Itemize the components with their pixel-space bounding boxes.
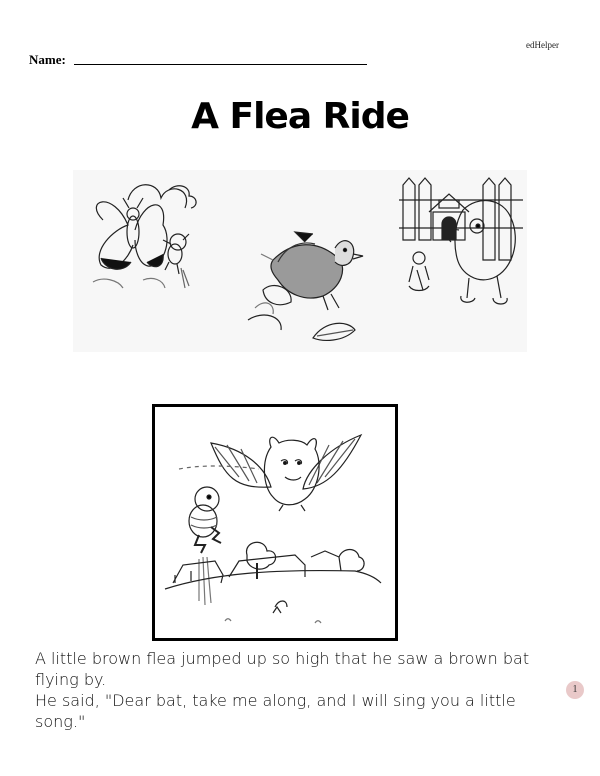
bird-illustration xyxy=(261,232,363,310)
butterfly-illustration xyxy=(96,185,196,270)
story-text xyxy=(35,648,555,732)
story-line-2: He said, "Dear bat, take me along, and I will sing you a little song." xyxy=(35,691,516,731)
bat-illustration xyxy=(211,435,361,511)
dog-illustration xyxy=(449,201,516,304)
name-label: Name: xyxy=(29,52,66,67)
story-line-1: A little brown flea jumped up so high that he saw a brown bat flying by. xyxy=(35,649,530,689)
brand-label: edHelper xyxy=(526,40,559,50)
village-illustration xyxy=(165,542,381,623)
name-field-row xyxy=(29,52,367,68)
illustration-strip xyxy=(73,170,527,352)
flea-illustration xyxy=(189,487,221,605)
flea-illustration xyxy=(163,234,189,288)
story-picture-frame xyxy=(152,404,398,641)
page-number-badge: 1 xyxy=(566,681,584,699)
small-flea-illustration xyxy=(409,252,429,291)
name-write-line[interactable] xyxy=(74,64,367,65)
fence-illustration xyxy=(399,178,523,260)
page-title: A Flea Ride xyxy=(191,96,409,137)
